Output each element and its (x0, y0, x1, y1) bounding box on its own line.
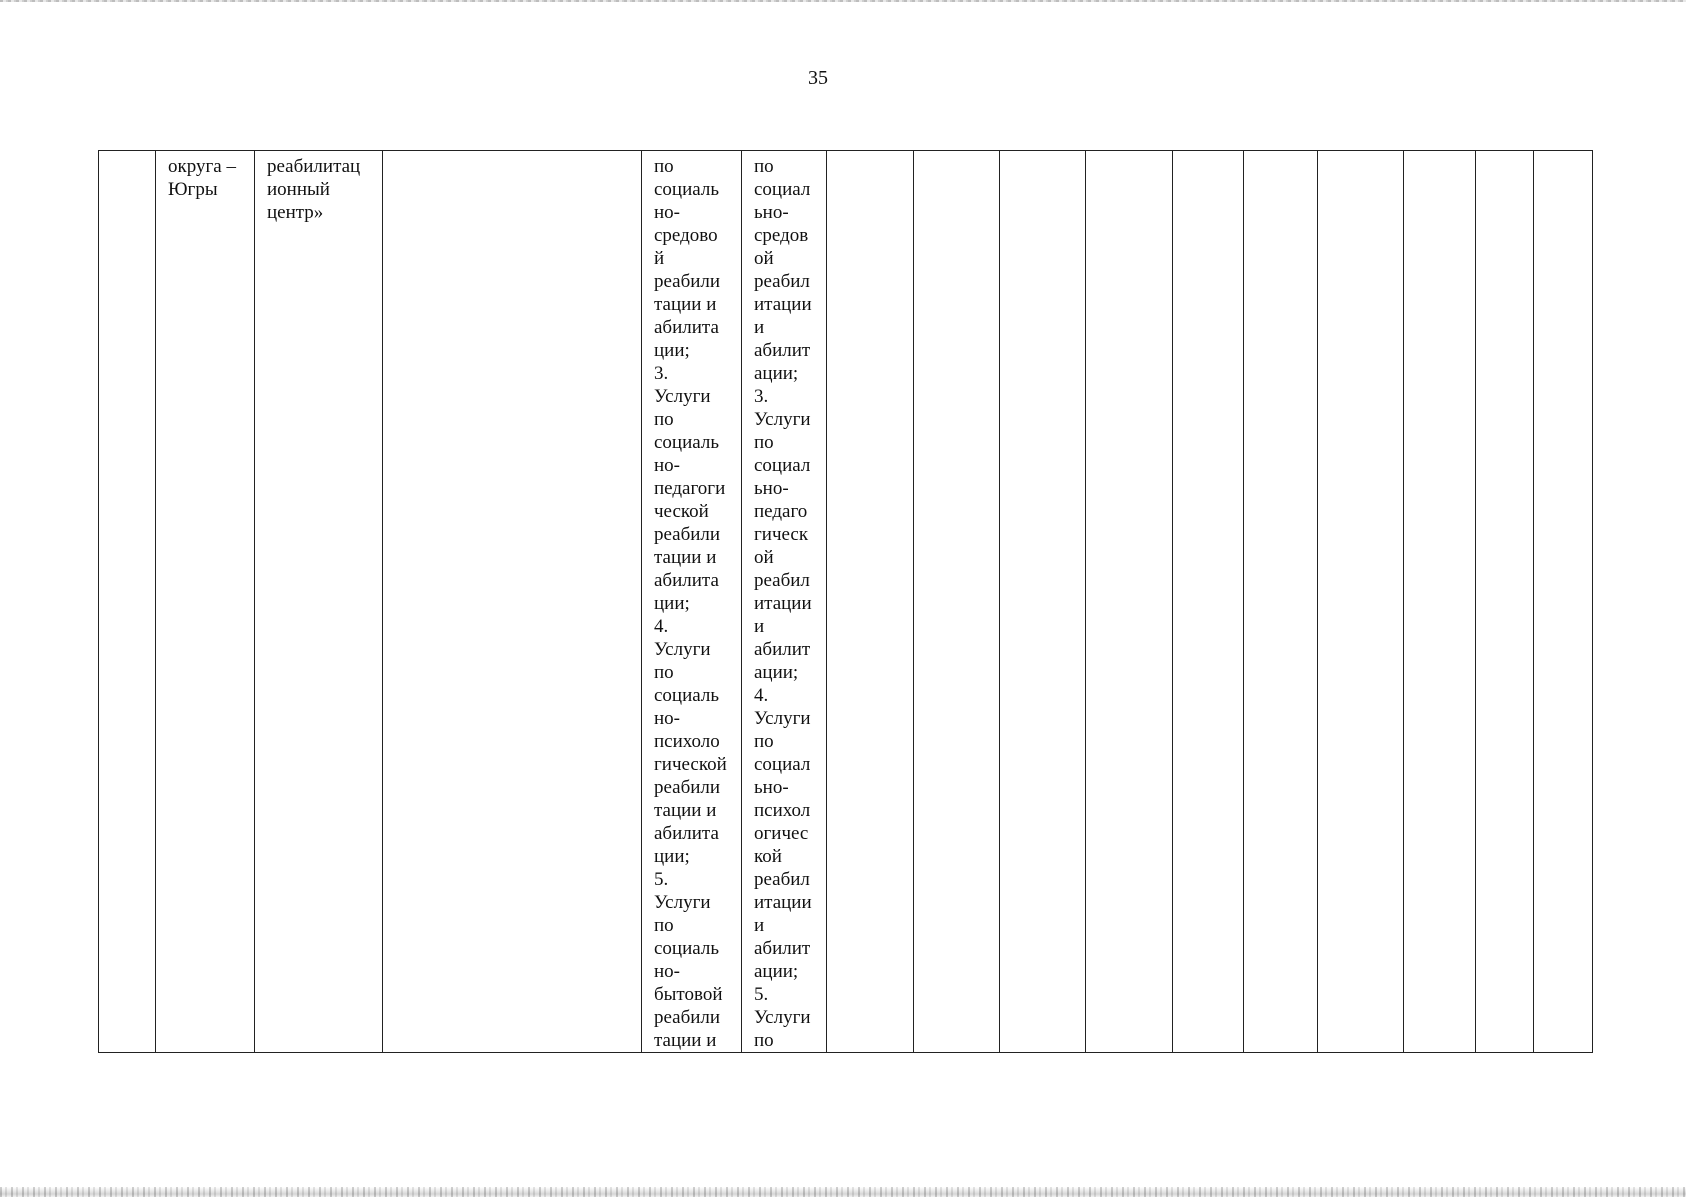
cell-empty-15 (1476, 151, 1534, 1053)
cell-empty-8 (914, 151, 1000, 1053)
page-number: 35 (808, 67, 828, 89)
cell-organization: реабилитац ионный центр» (255, 151, 383, 1053)
cell-empty-13 (1318, 151, 1404, 1053)
cell-empty-7 (827, 151, 914, 1053)
scan-edge-bottom (0, 1187, 1686, 1197)
scan-edge-top (0, 0, 1686, 2)
cell-empty-11 (1173, 151, 1244, 1053)
cell-region: округа – Югры (156, 151, 255, 1053)
cell-empty-10 (1086, 151, 1173, 1053)
cell-empty-9 (1000, 151, 1086, 1053)
cell-number (99, 151, 156, 1053)
cell-description (383, 151, 642, 1053)
continuation-table (98, 150, 1593, 1053)
cell-empty-14 (1404, 151, 1476, 1053)
cell-empty-16 (1534, 151, 1593, 1053)
table-row (99, 151, 1593, 1053)
cell-services-b: по социал ьно- средов ой реабил итации и абилит ации; 3. Услуги по социал ьно- педаго гическ ой реабил итации и абилит ации; 4. Услуги по социал ьно- психол огичес кой реабил итации и абилит ации; 5. Услуги по (742, 151, 827, 1053)
cell-empty-12 (1244, 151, 1318, 1053)
cell-services-a: по социаль но- средово й реабили тации и абилита ции; 3. Услуги по социаль но- педагоги ческой реабили тации и абилита ции; 4. Услуги по социаль но- психоло гической реабили тации и абилита ции; 5. Услуги по социаль но- бытовой реабили тации и (642, 151, 742, 1053)
